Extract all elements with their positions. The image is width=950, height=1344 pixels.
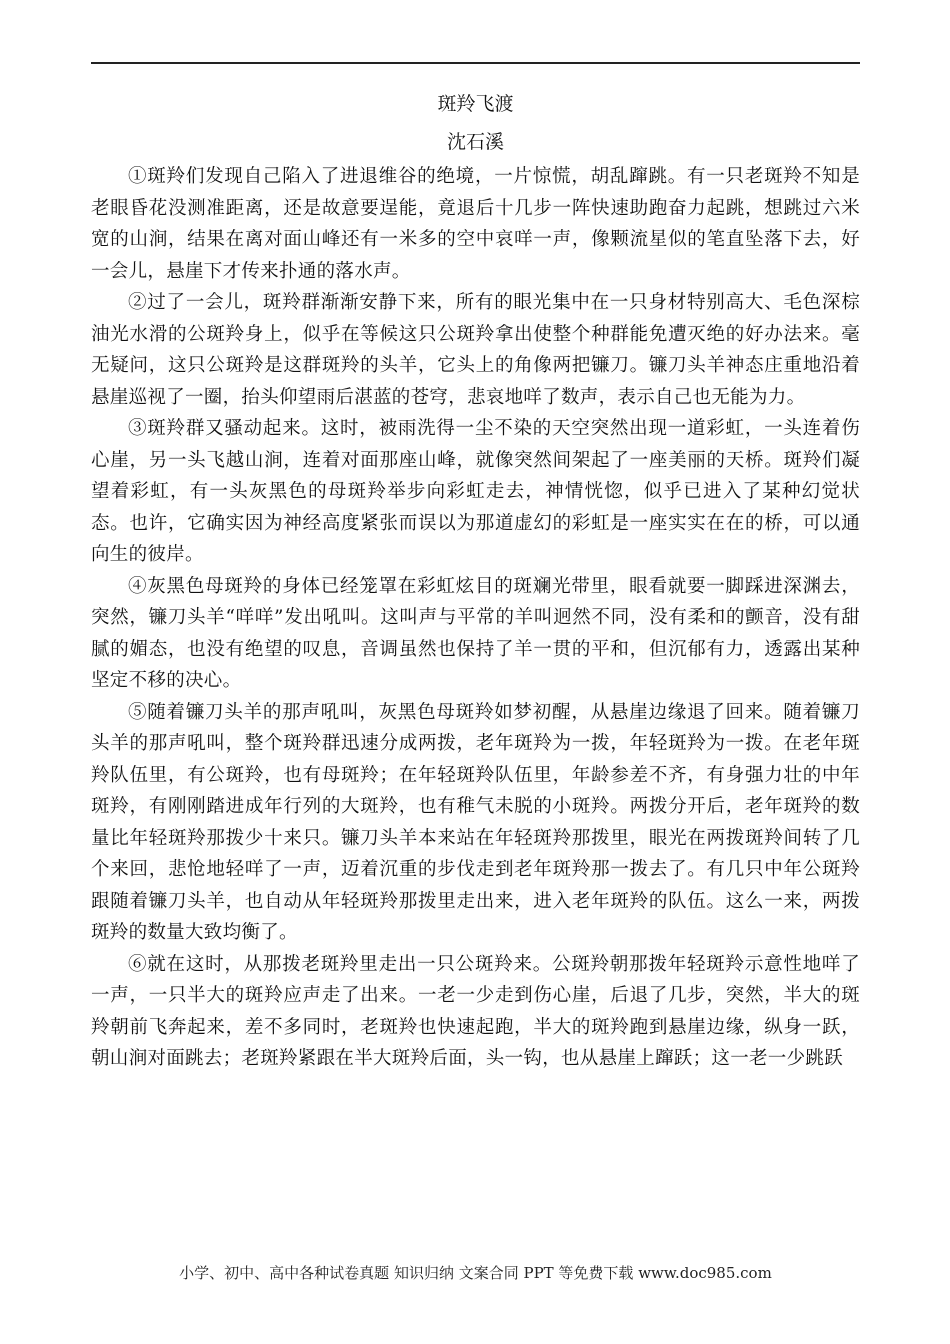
- article-body: [91, 161, 860, 1075]
- article-title: 斑羚飞渡: [437, 93, 514, 115]
- paragraph-5: ⑤随着镰刀头羊的那声吼叫，灰黑色母斑羚如梦初醒，从悬崖边缘退了回来。随着镰刀头羊的那声吼叫，整个斑羚群迅速分成两拨，老年斑羚为一拨，年轻斑羚为一拨。在老年斑羚队伍里，有公斑羚，也有母斑羚；在年轻斑羚队伍里，年龄参差不齐，有身强力壮的中年斑羚，有刚刚踏进成年行列的大斑羚，也有稚气未脱的小斑羚。两拨分开后，老年斑羚的数量比年轻斑羚那拨少十来只。镰刀头羊本来站在年轻斑羚那拨里，眼光在两拨斑羚间转了几个来回，悲怆地轻咩了一声，迈着沉重的步伐走到老年斑羚那一拨去了。有几只中年公斑羚跟随着镰刀头羊，也自动从年轻斑羚那拨里走出来，进入老年斑羚的队伍。这么一来，两拨斑羚的数量大致均衡了。: [91, 701, 860, 943]
- page-footer: 小学、初中、高中各种试卷真题 知识归纳 文案合同 PPT 等免费下载 www.doc985.com: [179, 1264, 772, 1282]
- paragraph-1: ①斑羚们发现自己陷入了进退维谷的绝境，一片惊慌，胡乱蹿跳。有一只老斑羚不知是老眼昏花没测准距离，还是故意要逞能，竟退后十几步一阵快速助跑奋力起跳，想跳过六米宽的山涧，结果在离对面山峰还有一米多的空中哀咩一声，像颗流星似的笔直坠落下去，好一会儿，悬崖下才传来扑通的落水声。: [91, 166, 860, 282]
- paragraph-6: ⑥就在这时，从那拨老斑羚里走出一只公斑羚来。公斑羚朝那拨年轻斑羚示意性地咩了一声，一只半大的斑羚应声走了出来。一老一少走到伤心崖，后退了几步，突然，半大的斑羚朝前飞奔起来，差不多同时，老斑羚也快速起跑，半大的斑羚跑到悬崖边缘，纵身一跃，朝山涧对面跳去；老斑羚紧跟在半大斑羚后面，头一钩，也从悬崖上蹿跃；这一老一少跳跃: [91, 953, 860, 1069]
- paragraph-4: ④灰黑色母斑羚的身体已经笼罩在彩虹炫目的斑斓光带里，眼看就要一脚踩进深渊去，突然，镰刀头羊“咩咩”发出吼叫。这叫声与平常的羊叫迥然不同，没有柔和的颤音，没有甜腻的媚态，也没有绝望的叹息，音调虽然也保持了羊一贯的平和，但沉郁有力，透露出某种坚定不移的决心。: [91, 575, 860, 691]
- article-author: 沈石溪: [446, 131, 504, 153]
- paragraph-3: ③斑羚群又骚动起来。这时，被雨洗得一尘不染的天空突然出现一道彩虹，一头连着伤心崖，另一头飞越山涧，连着对面那座山峰，就像突然间架起了一座美丽的天桥。斑羚们凝望着彩虹，有一头灰黑色的母斑羚举步向彩虹走去，神情恍惚，似乎已进入了某种幻觉状态。也许，它确实因为神经高度紧张而误以为那道虚幻的彩虹是一座实实在在的桥，可以通向生的彼岸。: [91, 418, 860, 565]
- header-rule: [91, 62, 860, 64]
- paragraph-2: ②过了一会儿，斑羚群渐渐安静下来，所有的眼光集中在一只身材特别高大、毛色深棕油光水滑的公斑羚身上，似乎在等候这只公斑羚拿出使整个种群能免遭灭绝的好办法来。毫无疑问，这只公斑羚是这群斑羚的头羊，它头上的角像两把镰刀。镰刀头羊神态庄重地沿着悬崖巡视了一圈，抬头仰望雨后湛蓝的苍穹，悲哀地咩了数声，表示自己也无能为力。: [91, 292, 860, 408]
